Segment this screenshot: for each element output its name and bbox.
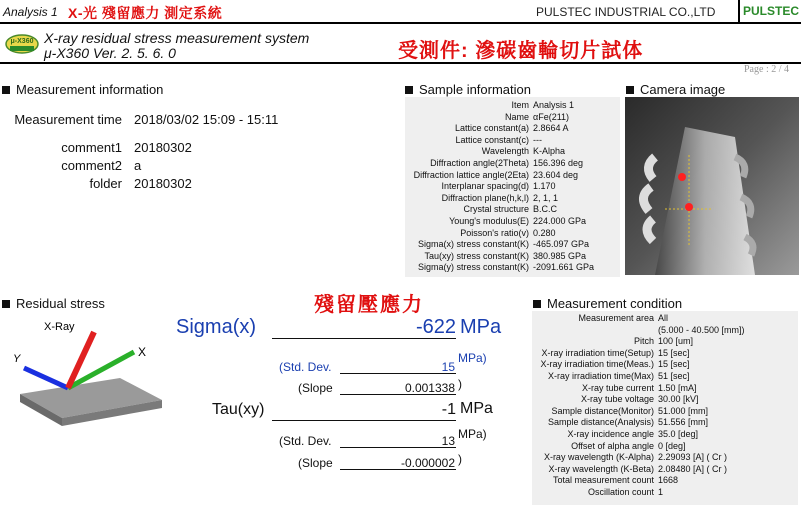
- sample-info-row-value: 380.985 GPa: [533, 250, 587, 261]
- section-bullet-icon: [626, 86, 634, 94]
- sample-info-row: [405, 181, 556, 193]
- sigma-slope-close: ): [458, 377, 462, 391]
- sample-info-row-value: 2, 1, 1: [533, 192, 559, 203]
- measurement-condition-row-label: X-ray irradiation time(Meas.): [540, 359, 654, 370]
- measurement-info-label: comment2: [61, 158, 122, 173]
- measurement-condition-row-value: 15 [sec]: [658, 359, 690, 370]
- sample-info-row-value: 156.396 deg: [533, 158, 584, 168]
- measurement-condition-row-value: (5.000 - 40.500 [mm]): [658, 324, 745, 335]
- sample-info-row: [405, 204, 557, 216]
- residual-stress-title: Residual stress: [2, 296, 105, 311]
- sample-info-row: [405, 135, 542, 147]
- measurement-condition-row-label: Measurement area: [578, 313, 654, 323]
- camera-image-title: Camera image: [626, 82, 725, 97]
- measurement-condition-title: Measurement condition: [533, 296, 682, 311]
- measurement-condition-row-value: 100 [um]: [658, 336, 694, 347]
- measurement-condition-row: [532, 417, 708, 429]
- compressive-stress-annotation: 殘留壓應力: [314, 294, 424, 316]
- measurement-info-value: 2018/03/02 15:09 - 15:11: [134, 112, 279, 127]
- sample-info-row-label: Name: [504, 111, 529, 122]
- sample-info-row: [405, 228, 556, 240]
- tau-std-label: (Std. Dev.: [279, 434, 332, 448]
- sample-info-row: [405, 112, 569, 124]
- specimen-title: 受測件: 滲碳齒輪切片試体: [398, 40, 644, 62]
- sample-info-row: [405, 146, 565, 158]
- page-indicator: Page : 2 / 4: [744, 64, 789, 75]
- section-bullet-icon: [405, 86, 413, 94]
- measurement-condition-row-value: 51.556 [mm]: [658, 417, 709, 428]
- sigma-unit: MPa: [460, 316, 502, 338]
- sigma-std-value: 15: [441, 360, 455, 374]
- tau-unit: MPa: [460, 400, 493, 417]
- measurement-condition-row: [532, 313, 668, 325]
- sample-info-row-label: Lattice constant(a): [454, 123, 529, 134]
- sample-info-row-label: Sigma(x) stress constant(K): [417, 239, 529, 250]
- system-title-cjk: X-光 殘留應力 測定系統: [68, 5, 223, 21]
- measurement-condition-row: [532, 429, 698, 441]
- measurement-condition-row-label: Sample distance(Monitor): [551, 405, 654, 416]
- measurement-condition-row-value: 15 [sec]: [658, 347, 690, 358]
- tau-underline: [272, 420, 456, 421]
- measurement-condition-row-label: X-ray wavelength (K-Beta): [548, 463, 654, 474]
- measurement-condition-row-value: All: [658, 313, 669, 323]
- measurement-condition-row: [532, 475, 678, 487]
- tau-std-unit: MPa): [458, 427, 487, 441]
- measurement-condition-row: [532, 348, 690, 360]
- brand-logo: PULSTEC: [743, 4, 800, 18]
- sample-info-row-value: K-Alpha: [533, 146, 566, 157]
- header-divider: [738, 0, 740, 22]
- sample-info-row-label: Interplanar spacing(d): [441, 181, 529, 192]
- measurement-condition-row-value: 2.08480 [A] ( Cr ): [658, 463, 728, 474]
- sample-info-row-label: Diffraction angle(2Theta): [430, 158, 529, 168]
- tau-slope-label: (Slope: [298, 456, 333, 470]
- sample-info-row: [405, 100, 574, 112]
- sample-info-row-value: Analysis 1: [533, 100, 575, 110]
- measurement-condition-row-label: X-ray wavelength (K-Alpha): [543, 452, 654, 463]
- sample-info-row-value: αFe(211): [533, 111, 570, 122]
- sample-info-row-label: Lattice constant(c): [455, 134, 529, 145]
- measurement-info-value: 20180302: [134, 140, 192, 155]
- measurement-condition-row-label: Total measurement count: [552, 475, 654, 486]
- sample-info-row-label: Diffraction lattice angle(2Eta): [413, 169, 529, 180]
- tau-slope-value: -0.000002: [400, 456, 455, 470]
- sample-info-row-label: Tau(xy) stress constant(K): [424, 250, 529, 261]
- tau-value: -1: [441, 401, 456, 418]
- measurement-condition-row-value: 51.000 [mm]: [658, 405, 709, 416]
- section-bullet-icon: [2, 86, 10, 94]
- sample-info-row-label: Item: [511, 100, 529, 110]
- measurement-condition-row-value: 0 [deg]: [658, 440, 686, 451]
- measurement-condition-row-label: Oscillation count: [587, 487, 654, 497]
- sample-info-row-label: Wavelength: [481, 146, 529, 157]
- sample-info-row: [405, 262, 594, 274]
- product-name: X-ray residual stress measurement system: [44, 30, 310, 46]
- tau-slope-close: ): [458, 452, 462, 466]
- product-version: μ-X360 Ver. 2. 5. 6. 0: [44, 45, 176, 61]
- measurement-info-label: folder: [89, 176, 122, 191]
- camera-image: [625, 97, 799, 275]
- sample-info-row: [405, 216, 586, 228]
- tau-label: Tau(xy): [212, 401, 265, 418]
- sample-info-row-label: Diffraction plane(h,k,l): [441, 192, 529, 203]
- measurement-condition-row-value: 2.29093 [A] ( Cr ): [658, 452, 728, 463]
- measurement-condition-row-value: 51 [sec]: [658, 371, 690, 381]
- sample-info-row-label: Young's modulus(E): [449, 216, 529, 226]
- sample-info-row-value: 23.604 deg: [533, 169, 579, 180]
- measurement-condition-row-label: Sample distance(Analysis): [547, 417, 654, 428]
- measurement-info-row: [0, 112, 278, 127]
- sample-info-row-label: Sigma(y) stress constant(K): [417, 262, 529, 273]
- tau-std-value: 13: [441, 434, 455, 448]
- sigma-value: -622: [415, 316, 456, 338]
- measurement-condition-row: [532, 487, 663, 499]
- measurement-info-row: [0, 140, 192, 155]
- sample-info-title: Sample information: [405, 82, 531, 97]
- measurement-info-label: comment1: [61, 140, 122, 155]
- sigma-label: Sigma(x): [176, 316, 257, 338]
- measurement-condition-row-value: 1668: [658, 475, 679, 486]
- sigma-slope-value: 0.001338: [404, 381, 455, 395]
- analysis-label: Analysis 1: [3, 5, 58, 19]
- measurement-condition-row-label: X-ray irradiation time(Setup): [541, 347, 654, 358]
- measurement-condition-row: [532, 359, 690, 371]
- measurement-info-value: a: [134, 158, 142, 173]
- measurement-info-label: Measurement time: [14, 112, 122, 127]
- sample-info-row-value: 224.000 GPa: [533, 216, 587, 226]
- sample-info-row-value: ---: [533, 134, 542, 145]
- measurement-condition-row-value: 1: [658, 487, 664, 497]
- sample-info-row-value: 1.170: [533, 181, 556, 192]
- sample-info-row-value: -465.097 GPa: [533, 239, 590, 250]
- measurement-condition-row: [532, 406, 708, 418]
- logo-text: μ-X360: [10, 38, 34, 45]
- sample-info-row: [405, 123, 569, 135]
- measurement-condition-row-label: X-ray tube voltage: [580, 394, 654, 405]
- measurement-condition-row-label: X-ray irradiation time(Max): [547, 371, 654, 381]
- section-bullet-icon: [533, 300, 541, 308]
- measurement-condition-row-label: Offset of alpha angle: [571, 440, 654, 451]
- sample-info-row: [405, 158, 583, 170]
- measurement-condition-row: [532, 464, 727, 476]
- company-name: PULSTEC INDUSTRIAL CO.,LTD: [536, 5, 716, 19]
- measurement-condition-row: [532, 371, 690, 383]
- sample-info-row: [405, 170, 578, 182]
- sample-info-row-label: Crystal structure: [463, 204, 529, 215]
- measurement-info-row: [0, 176, 192, 191]
- sample-info-row: [405, 251, 586, 263]
- measurement-condition-row-label: [532, 325, 654, 337]
- sigma-std-label: (Std. Dev.: [279, 360, 332, 374]
- xray-geometry-diagram: [10, 316, 170, 426]
- sample-info-row-label: Poisson's ratio(v): [460, 227, 529, 238]
- sigma-std-unit: MPa): [458, 351, 487, 365]
- section-bullet-icon: [2, 300, 10, 308]
- sample-info-row-value: 0.280: [533, 227, 556, 238]
- measurement-condition-row-value: 1.50 [mA]: [658, 382, 697, 393]
- x-axis-label: X: [138, 345, 147, 359]
- measurement-condition-row-value: 30.00 [kV]: [658, 394, 699, 405]
- sample-info-row-value: 2.8664 A: [533, 123, 569, 134]
- measurement-condition-row-label: Pitch: [633, 336, 654, 347]
- measurement-info-value: 20180302: [134, 176, 192, 191]
- sample-info-row: [405, 193, 558, 205]
- measurement-condition-row: [532, 336, 693, 348]
- measurement-condition-row-value: 35.0 [deg]: [658, 429, 699, 439]
- measurement-condition-row: [532, 394, 699, 406]
- measurement-info-row: [0, 158, 141, 173]
- product-logo-icon: [4, 30, 40, 58]
- measurement-condition-row-label: X-ray tube current: [581, 382, 654, 393]
- measurement-condition-row: [532, 383, 697, 395]
- xray-label: X-Ray: [44, 321, 75, 333]
- sigma-slope-label: (Slope: [298, 381, 333, 395]
- sample-info-row: [405, 239, 589, 251]
- measurement-condition-row: [532, 325, 745, 337]
- y-axis-label: Y: [13, 353, 21, 365]
- measurement-condition-row-label: X-ray incidence angle: [567, 429, 654, 439]
- sample-info-row-value: -2091.661 GPa: [533, 262, 595, 273]
- measurement-condition-row: [532, 441, 686, 453]
- measurement-info-title: Measurement information: [2, 82, 163, 97]
- sample-info-row-value: B.C.C: [533, 204, 558, 215]
- measurement-condition-row: [532, 452, 727, 464]
